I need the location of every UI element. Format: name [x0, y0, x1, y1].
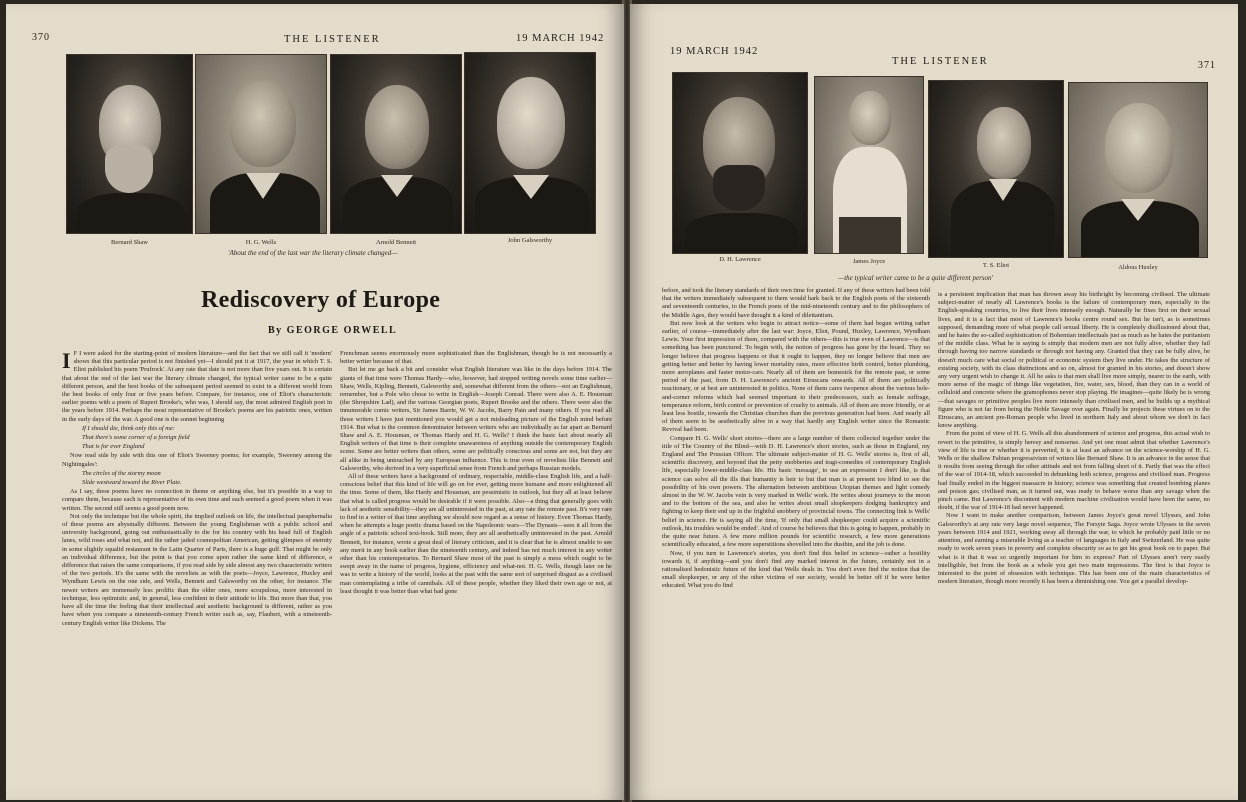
left-page [6, 4, 624, 800]
article-column-2 [340, 350, 612, 796]
caption-bennett: Arnold Bennett [375, 239, 417, 246]
date-left: 19 MARCH 1942 [516, 33, 605, 44]
portrait-galsworthy [464, 52, 596, 234]
verse-line: If I should die, think only this of me: [82, 424, 175, 432]
paragraph: Now I want to make another comparison, between James Joyce's great novel Ulysses, and John Galsworthy's at any rate very large novel sequence, The Forsyte Saga. Joyce wrote Ulysses in the seven years between 1914 and 1921, working away all through the war, to which he probably paid little or no attention, and earning a miserable living as a teacher of languages in Italy and Switzerland. He was quite ready to work seven years in poverty and complete obscurity so as to get his great book on to paper. But what is it that it was so urgently important for him to express? Part of Ulysses aren't very easily intelligible, but from the book as a whole you get two main impressions. The first is that Joyce is interested to the point of obsession with technique. This has been one of the main characteristics of modern literature, though more recently it has been a diminishing one. You get a parallel develop- [938, 512, 1210, 586]
paragraph: As I say, these poems have no connection in theme or anything else, but it's possible in a way to compare them, because each is representative of its own time and each seemed a good poem when it was written. The second still seems a good poem now. [62, 488, 332, 512]
page-number-left: 370 [32, 32, 50, 43]
paragraph: All of these writers have a background of ordinary, respectable, middle-class English life, and a half-conscious belief that this kind of life will go on for ever, getting more humane and more enlightened all the time. Some of them, like Hardy and Housman, are pessimistic in outlook, but they all at least believe that what is called progress would be desirable if it were possible. Also—a thing that generally goes with lack of aesthetic sensibility—they are all uninterested in the past, at any rate the remote past. It's very rare to find in a writer of that time anything we should now regard as a sense of history. Even Thomas Hardy, when he attempts a huge poetic drama based on the Napoleonic wars—The Dynasts—sees it all from the angle of a patriotic school text-book. Still more, they are all aesthetically uninterested in the past. Arnold Bennett, for instance, wrote a great deal of literary criticism, and it is clear that he is almost unable to see any merit in any book earlier than the nineteenth century, and indeed has not much interest in any writer other than his contemporaries. To Bernard Shaw most of the past is simply a mess which ought to be swept away in the name of progress, hygiene, efficiency and what-not. H. G. Wells, though later on he was to write a history of the world, looks at the past with the same sort of surprised disgust as a civilised man contemplating a tribe of cannibals. All of these people, whether they liked their own age or not, at least thought it was better than what had gone [340, 473, 612, 595]
verse-line: That is for ever England [82, 443, 145, 451]
verse-line: Slide westward toward the River Plate. [82, 479, 182, 487]
masthead-left: THE LISTENER [284, 34, 381, 45]
caption-galsworthy: John Galsworthy [507, 237, 553, 244]
photo-caption-right: —the typical writer came to be a quite different person' [838, 274, 994, 282]
paragraph: From the point of view of H. G. Wells all this abandonment of science and progress, this actual wish to revert to the primitive, is simply heresy and nonsense. And yet one must admit that whether Lawrence's view of life is true or whether it is perverted, it is at least an advance on the science-worship of H. G. Wells or the shallow Fabian progressivism of writers like Bernard Shaw. It is an advance in the sense that it results from seeing through the other attitude and not from falling short of it. Partly that was the effect of the war of 1914-18, which succeeded in debunking both science, progress and civilised man. Progress had finally ended in the biggest massacre in history; science was something that created bombing planes and poison gas; civilised man, as it turned out, was ready to behave worse than any savage when the pinch came. But Lawrence's discontent with modern machine civilisation would have been the same, no doubt, if the war of 1914-18 had never happened. [938, 430, 1210, 512]
right-page [630, 4, 1238, 800]
paragraph: is a persistent implication that man has thrown away his birthright by becoming civilised. The ultimate subject-matter of nearly all Lawrence's books is the failure of contemporary men, especially in the English-speaking countries, to live their lives intensely enough. Naturally he fixes first on their sexual lives, and it is a fact that most of Lawrence's books centre round sex. But he isn't, as is sometimes supposed, demanding more of what people call sexual liberty. He is completely disillusioned about that, and he hates the so-called sophistication of Bohemian intellectuals just as much as he hates the puritanism of the middle class. What he is saying is simply that modern men are not fully alive, whether they fail through having too narrow standards or through not having any. Granted that they can be fully alive, he doesn't much care what social or political or economic system they live under. He takes the structure of existing society, with its class distinctions and so on, almost for granted in his stories, and doesn't show any very urgent wish to change it. All he asks is that men shall live more simply, nearer to the earth, with more sense of the magic of things like vegetation, fire, water, sex, blood, than they can in a world of celluloid and concrete where the gramophones never stop playing. He imagines—quite likely he is wrong—that savages or primitive peoples live more intensely than civilised men, and he builds up a mythical figure who is not far from being the Noble Savage over again. Finally he projects these virtues on to the Etruscans, an ancient pre-Roman people who lived in northern Italy and about whom we don't in fact know anything. [938, 291, 1210, 430]
paragraph: Now, if you turn to Lawrence's stories, you don't find this belief in science—rather a hostility towards it, if anything—and you don't find any marked interest in the future, certainly not in a rationalised hedonistic future of the kind that Wells deals in. You don't even find the notion that the small shopkeeper, or any of the other victims of our society, would be better off if he were better educated. What you do find [662, 549, 930, 590]
page-number-right: 371 [1198, 60, 1216, 71]
paragraph: Compare H. G. Wells' short stories—there are a large number of them collected together under the title of The Country of the Blind—with D. H. Lawrence's short stories, such as those in England, my England and The Prussian Officer. The ultimate subject-matter of H. G. Wells' stories is, first of all, scientific discovery, and beyond that the petty snobberies and tragi-comedies of contemporary English life, especially lower-middle-class life. His basic 'message', to use an expression I don't like, is that science can solve all the ills that humanity is heir to but that man is at present too blind to see the possibility of his own powers. The alternation between ambitious Utopian themes and light comedy almost in the W. W. Jacobs vein is very marked in Wells' work. He writes about journeys to the moon and to the bottom of the sea, and also he writes about small shopkeepers dodging bankruptcy and fighting to keep their end up in the frightful snobbery of provincial towns. The connecting link is Wells' belief in science. He is saying all the time, 'If only that small shopkeeper could acquire a scientific outlook, his troubles would be ended'. And of course he believes that this is going to happen, probably in the quite near future. A few more million pounds for scientific research, a few more generations scientifically educated, a few more superstitions shovelled into the dustbin, and the job is done. [662, 434, 930, 549]
article-column-3 [662, 287, 930, 795]
masthead-right: THE LISTENER [892, 56, 989, 67]
paragraph: Now read side by side with this one of Eliot's Sweeney poems; for example, 'Sweeney among the Nightingales': [62, 452, 332, 468]
caption-lawrence: D. H. Lawrence [719, 256, 761, 263]
paragraph: But let me go back a bit and consider what English literature was like in the days before 1914. The giants of that time were Thomas Hardy—who, however, had stopped writing novels some time earlier—Shaw, Wells, Kipling, Bennett, Galsworthy and, somewhat different from the others—not an Englishman, remember, but a Pole who chose to write in English—Joseph Conrad. There were also A. E. Housman (the Shropshire Lad), and the various Georgian poets, Rupert Brooke and the others. There were also the innumerable comic writers, Sir James Barrie, W. W. Jacobs, Barry Pain and many others. If you read all those writers I have just mentioned you would get a not misleading picture of the English mind before 1914. But what is the common denominator between writers who are individually as far apart as Bernard Shaw and A. E. Housman, or Thomas Hardy and H. G. Wells? I think the basic fact about nearly all English writers of that time is their complete unawareness of anything outside the contemporary English scene. Some are better writers than others, some are politically conscious and some are not, but they are all alike in being untouched by any European influence. This is true even of novelists like Bennett and Galsworthy, who derived in a very superficial sense from French and perhaps Russian models. [340, 366, 612, 472]
portrait-wells [195, 54, 327, 234]
paragraph: Not only the technique but the whole spirit, the implied outlook on life, the intellectual paraphernalia of these poems are abysmally different. Between the young Englishman with a public school and university background, going out enthusiastically to die for his country with his head full of English lanes, wild roses and what not, and the rather jaded cosmopolitan American, getting glimpses of eternity in some slightly squalid restaurant in the Latin Quarter of Paris, there is a huge gulf. That might be only an individual difference, but the point is that you come upon rather the same kind of difference, a difference that raises the same comparisons, if you read side by side almost any two characteristic writers of the two periods. It's the same with the novelists as with the poets—Joyce, Lawrence, Huxley and Wyndham Lewis on the one side, and Wells, Bennett and Galsworthy on the other, for instance. The newer writers are immensely less prolific than the older ones, more scrupulous, more interested in technique, less optimistic and, in general, less confident in their attitude to life. But more than that, you have all the time the feeling that their intellectual and aesthetic background is different, rather as you have when you compare a nineteenth-century French writer such as, say, Flaubert, with a nineteenth-century English writer like Dickens. The [62, 512, 332, 627]
portrait-joyce [814, 76, 924, 254]
caption-wells: H. G. Wells [245, 239, 277, 246]
paragraph: Frenchman seems enormously more sophisticated than the Englishman, though he is not necessarily a better writer because of that. [340, 350, 612, 366]
caption-joyce: James Joyce [852, 258, 886, 265]
article-byline: By GEORGE ORWELL [268, 325, 398, 336]
photo-caption-left: 'About the end of the last war the literary climate changed— [228, 249, 398, 257]
portrait-shaw [66, 54, 193, 234]
portrait-eliot [928, 80, 1064, 258]
article-title: Rediscovery of Europe [201, 287, 441, 313]
caption-shaw: Bernard Shaw [110, 239, 148, 246]
verse-line: That there's some corner of a foreign field [82, 434, 190, 442]
paragraph: F I were asked for the starting-point of modern literature—and the fact that we still call it 'modern' shows that this particular period is not finished yet—I should put it at 1917, the year in which T. S. Eliot published his poem 'Prufrock'. At any rate that date is not more than five years out. It is certain that about the end of the last war the literary climate changed, the typical writer came to be a quite different person, and the best books of the subsequent period seemed to exist in a different world from the best books of only four or five years before. Compare, for instance, one of Eliot's characteristic earlier poems with a poem of Rupert Brooke's, who was, I should say, the most admired English poet in the years before 1914. Perhaps the most representative of Brooke's poems are his patriotic ones, written in the early days of the war. A good one is the sonnet beginning [62, 350, 332, 423]
caption-eliot: T. S. Eliot [982, 262, 1010, 269]
portrait-bennett [330, 54, 462, 234]
article-column-4 [938, 291, 1210, 795]
portrait-huxley [1068, 82, 1208, 258]
paragraph: before, and took the literary standards of their own time for granted. If any of these writers had been told that the writers immediately subsequent to them would hark back to the English poets of the sixteenth and seventeenth centuries, to the French poets of the mid-nineteenth century and to the philosophers of the Middle Ages, they would have thought it a kind of dilettantism. [662, 287, 930, 319]
portrait-lawrence [672, 72, 808, 254]
date-right: 19 MARCH 1942 [670, 46, 759, 57]
drop-cap: I [62, 350, 71, 373]
article-column-1 [62, 350, 332, 796]
verse-line: The circles of the stormy moon [82, 469, 161, 477]
caption-huxley: Aldous Huxley [1118, 264, 1158, 271]
paragraph: But now look at the writers who begin to attract notice—some of them had begun writing rather earlier, of course—immediately after the last war: Joyce, Eliot, Pound, Huxley, Lawrence, Wyndham Lewis. Your first impression of them, compared with the others—this is true even of Lawrence—is that something has been punctured. To begin with, the notion of progress has gone by the board. They no longer believe that progress happens or that it ought to happen, they no longer believe that men are getting better and better by having lower mortality rates, more effective birth control, better plumbing, more aeroplanes and faster motor-cars. Nearly all of them are homesick for the remote past, or some period of the past, from D. H. Lawrence's ancient Etruscans onwards. All of them are politically reactionary, or at best are uninterested in politics. None of them cares twopence about the various hole-and-corner reforms which had seemed important to their predecessors, such as female suffrage, temperance reform, birth control or prevention of cruelty to animals. All of them are more friendly, or at least less hostile, towards the Christian churches than the previous generation had been. And nearly all of them seem to be aesthetically alive in a way that hardly any English writer since the Romantic Revival had been. [662, 319, 930, 434]
